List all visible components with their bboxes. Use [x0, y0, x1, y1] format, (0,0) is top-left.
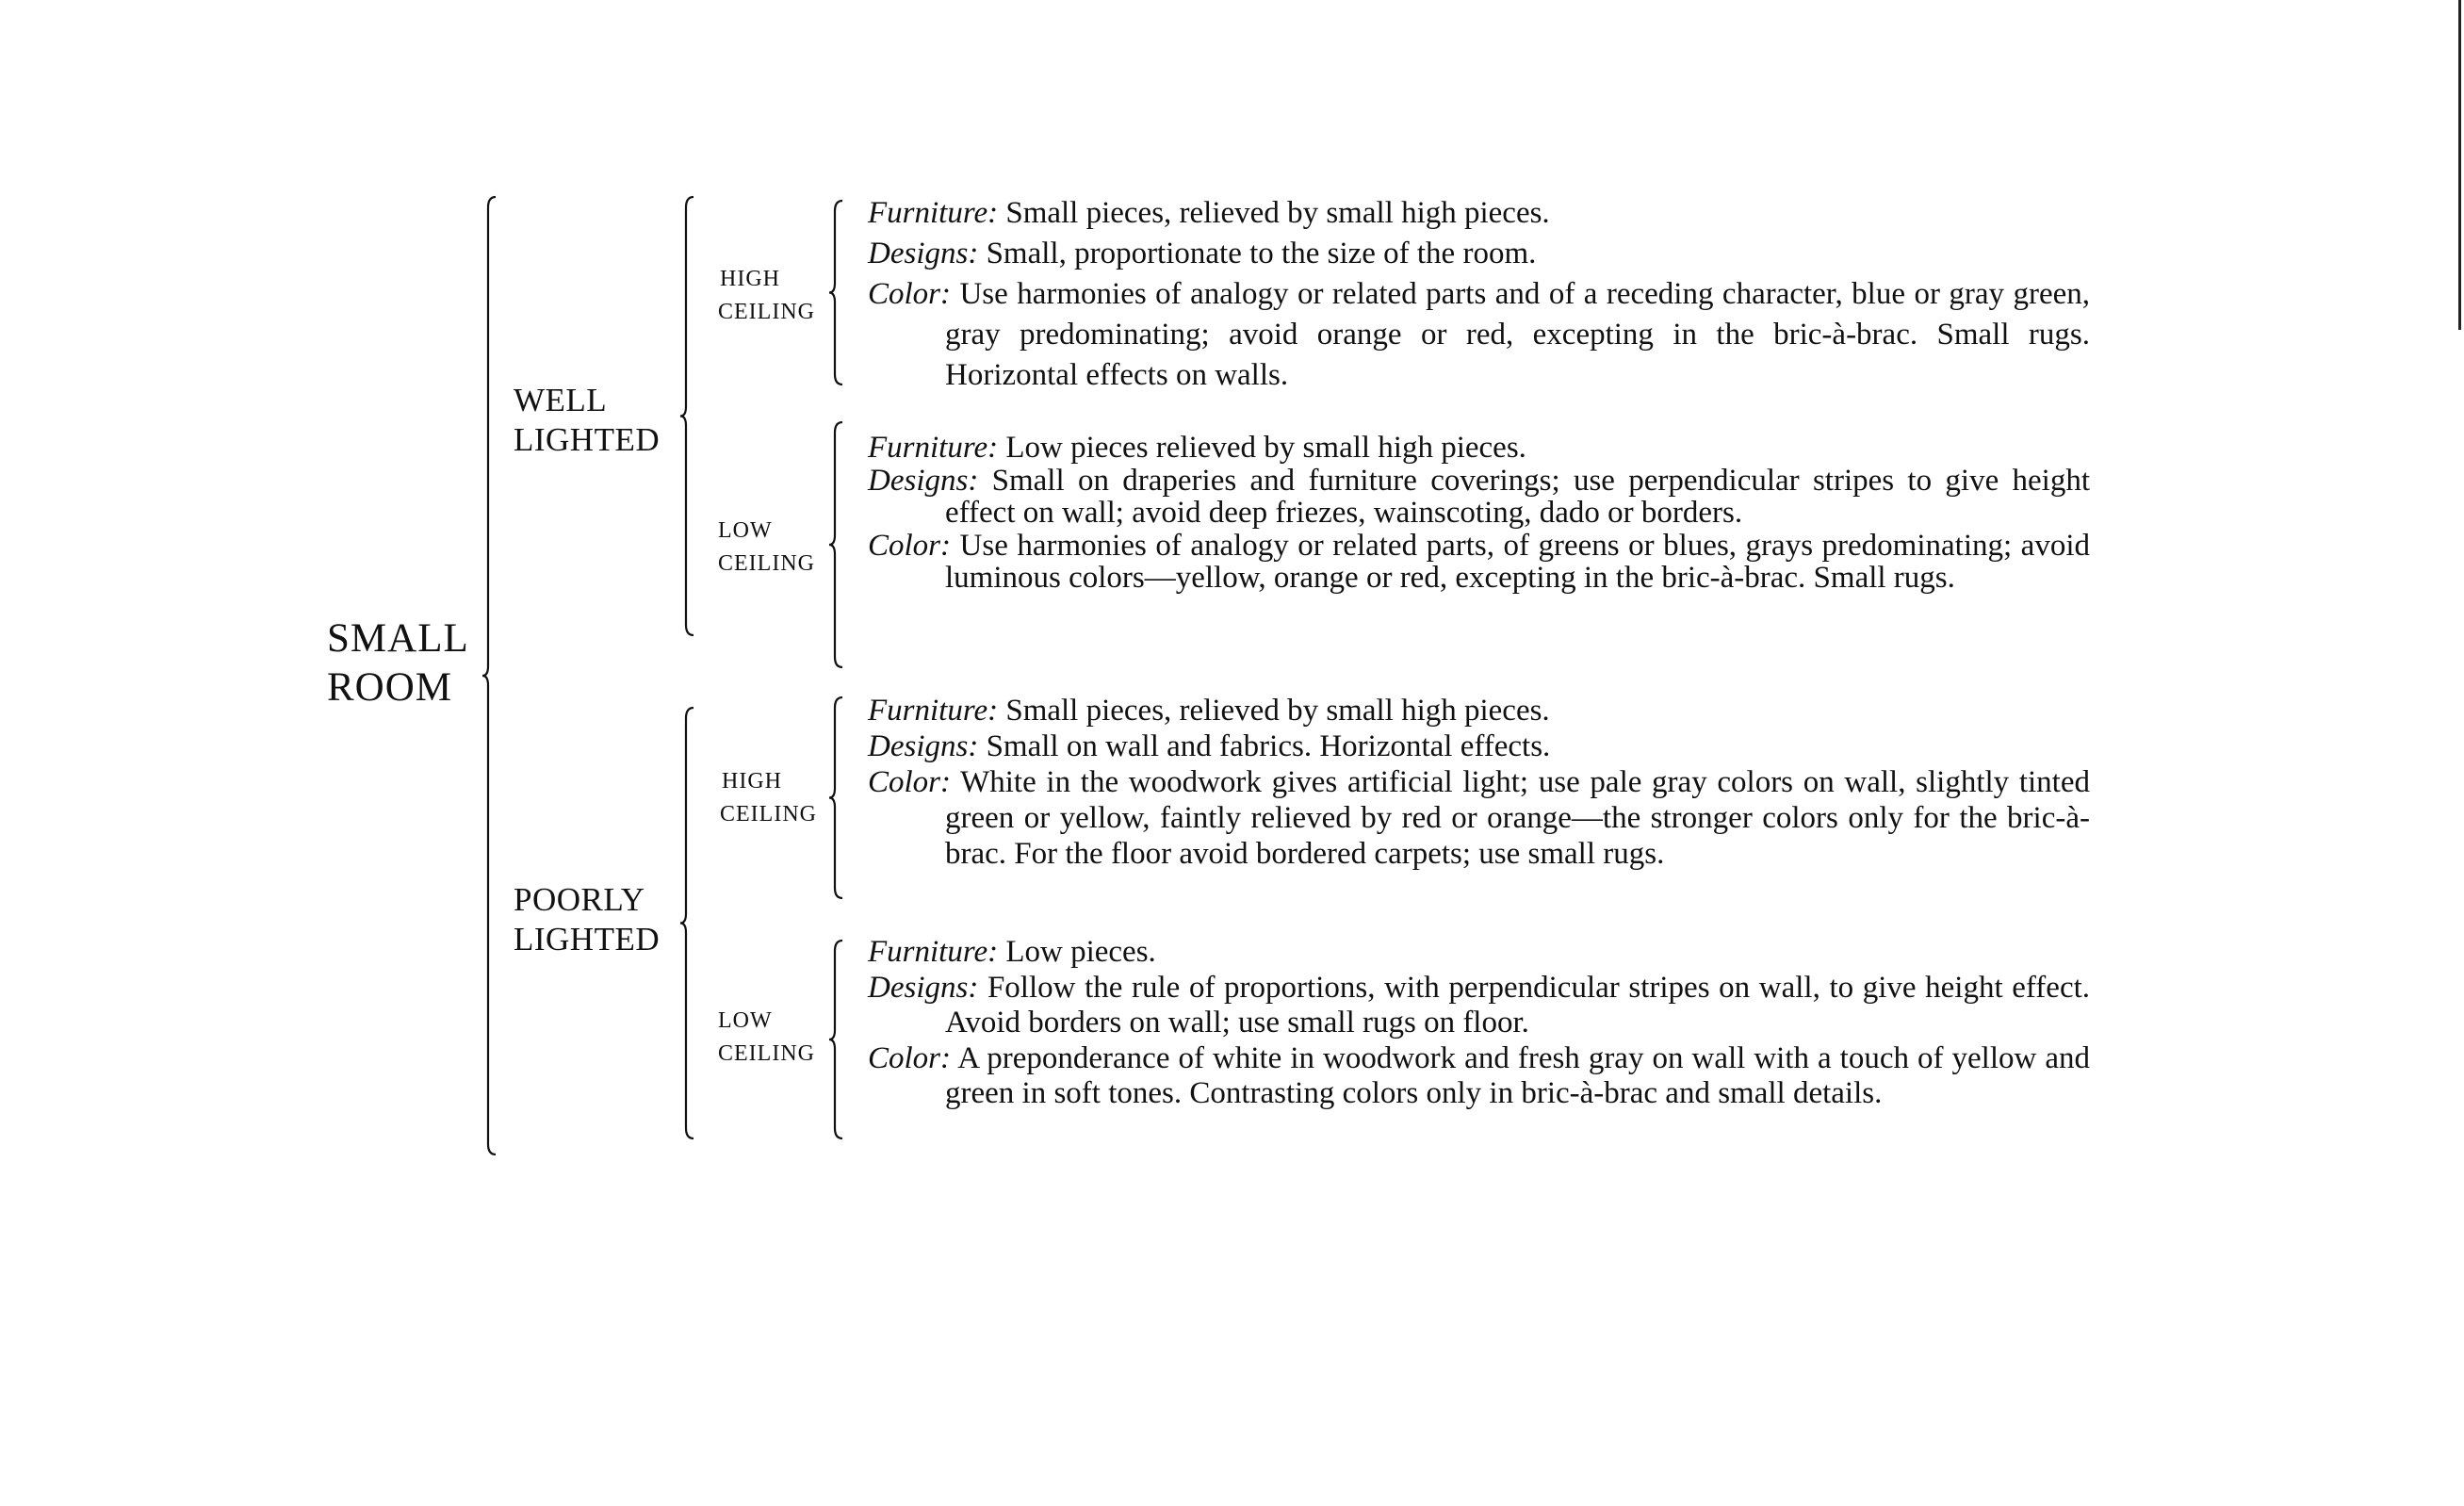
entry-text: Small, proportionate to the size of the room. [986, 237, 1537, 270]
entry-furniture [868, 693, 2090, 728]
entry-label: Designs: [868, 463, 979, 498]
ceiling-label-line: CEILING [720, 802, 817, 827]
entry-label: Designs: [868, 970, 979, 1005]
ceiling-label-line: CEILING [718, 300, 815, 324]
ceiling-label-well-low [718, 515, 815, 581]
entry-text: Use harmonies of analogy or related parts, of greens or blues, grays predominating; avoid luminous colors—yellow, orange or red, excepting in the bric-à-brac. Small rugs. [945, 528, 2090, 595]
branch-label-poorly-lighted [514, 880, 660, 959]
entry-color [868, 764, 2090, 872]
root-label-line: SMALL [327, 616, 469, 661]
root-label-small-room [327, 614, 469, 712]
entry-label: Furniture: [868, 431, 999, 465]
entries-well-high [868, 193, 2090, 396]
branch-label-line: LIGHTED [514, 421, 661, 458]
root-brace [482, 196, 505, 1155]
entry-color [868, 1041, 2090, 1112]
well-low-brace [829, 421, 852, 668]
entries-well-low [868, 432, 2090, 595]
branch-label-line: WELL [514, 382, 608, 418]
entry-text: Small on draperies and furniture coverings; use perpendicular stripes to give height effect on wall; avoid deep friezes, wainscoting, dado or borders. [945, 463, 2091, 530]
ceiling-label-line: HIGH [722, 769, 782, 794]
entry-text: White in the woodwork gives artificial light; use pale gray colors on wall, slightly tinted green or yellow, faintly relieved by red or orange—the stronger colors only for the bric-à-brac. For the floor avoid bordered carpets; use small rugs. [945, 765, 2090, 871]
ceiling-label-line: HIGH [720, 267, 780, 291]
entry-furniture [868, 432, 2090, 465]
well-high-brace [829, 200, 852, 385]
entry-label: Designs: [868, 729, 979, 763]
entry-text: Use harmonies of analogy or related parts and of a receding character, blue or gray green, gray predominating; avoid orange or red, excepting in the bric-à-brac. Small rugs. Horizontal effects on walls. [945, 277, 2090, 392]
entry-text: Follow the rule of proportions, with perpendicular stripes on wall, to give height effect. Avoid borders on wall; use small rugs on floor. [945, 970, 2091, 1039]
entry-color [868, 530, 2090, 595]
entry-label: Color: [868, 528, 952, 563]
entry-label: Furniture: [868, 935, 999, 969]
entry-designs [868, 234, 2090, 274]
ceiling-label-poorly-high [720, 765, 817, 831]
entry-label: Color: [868, 1040, 952, 1075]
ceiling-label-line: LOW [718, 518, 773, 543]
entries-poorly-low [868, 935, 2090, 1112]
ceiling-label-well-high [718, 263, 815, 329]
page-edge-line [2458, 0, 2461, 330]
poorly-high-brace [829, 696, 852, 899]
branch-label-line: POORLY [514, 881, 645, 918]
entries-poorly-high [868, 693, 2090, 872]
ceiling-label-poorly-low [718, 1005, 815, 1071]
poorly-lighted-brace [680, 707, 703, 1139]
entry-text: Small pieces, relieved by small high pieces. [1005, 694, 1550, 728]
entry-label: Furniture: [868, 196, 999, 230]
entry-designs [868, 465, 2090, 530]
well-lighted-brace [680, 196, 703, 636]
entry-label: Color: [868, 765, 952, 799]
branch-label-line: LIGHTED [514, 921, 661, 958]
entry-label: Color: [868, 277, 952, 311]
poorly-low-brace [829, 940, 852, 1139]
entry-label: Designs: [868, 237, 979, 270]
ceiling-label-line: CEILING [718, 551, 815, 576]
entry-label: Furniture: [868, 694, 999, 728]
branch-label-well-lighted [514, 381, 660, 460]
entry-text: Small pieces, relieved by small high pieces. [1005, 196, 1550, 230]
ceiling-label-line: LOW [718, 1008, 773, 1033]
entry-furniture [868, 193, 2090, 234]
entry-text: Low pieces. [1005, 935, 1156, 969]
entry-color [868, 274, 2090, 396]
entry-designs [868, 971, 2090, 1041]
entry-text: Small on wall and fabrics. Horizontal effects. [986, 729, 1551, 763]
entry-furniture [868, 935, 2090, 971]
entry-text: A preponderance of white in woodwork and fresh gray on wall with a touch of yellow and green in soft tones. Contrasting colors only in bric-à-brac and small details. [945, 1040, 2090, 1110]
entry-designs [868, 728, 2090, 764]
ceiling-label-line: CEILING [718, 1041, 815, 1066]
root-label-line: ROOM [327, 665, 453, 710]
entry-text: Low pieces relieved by small high pieces. [1005, 431, 1526, 465]
